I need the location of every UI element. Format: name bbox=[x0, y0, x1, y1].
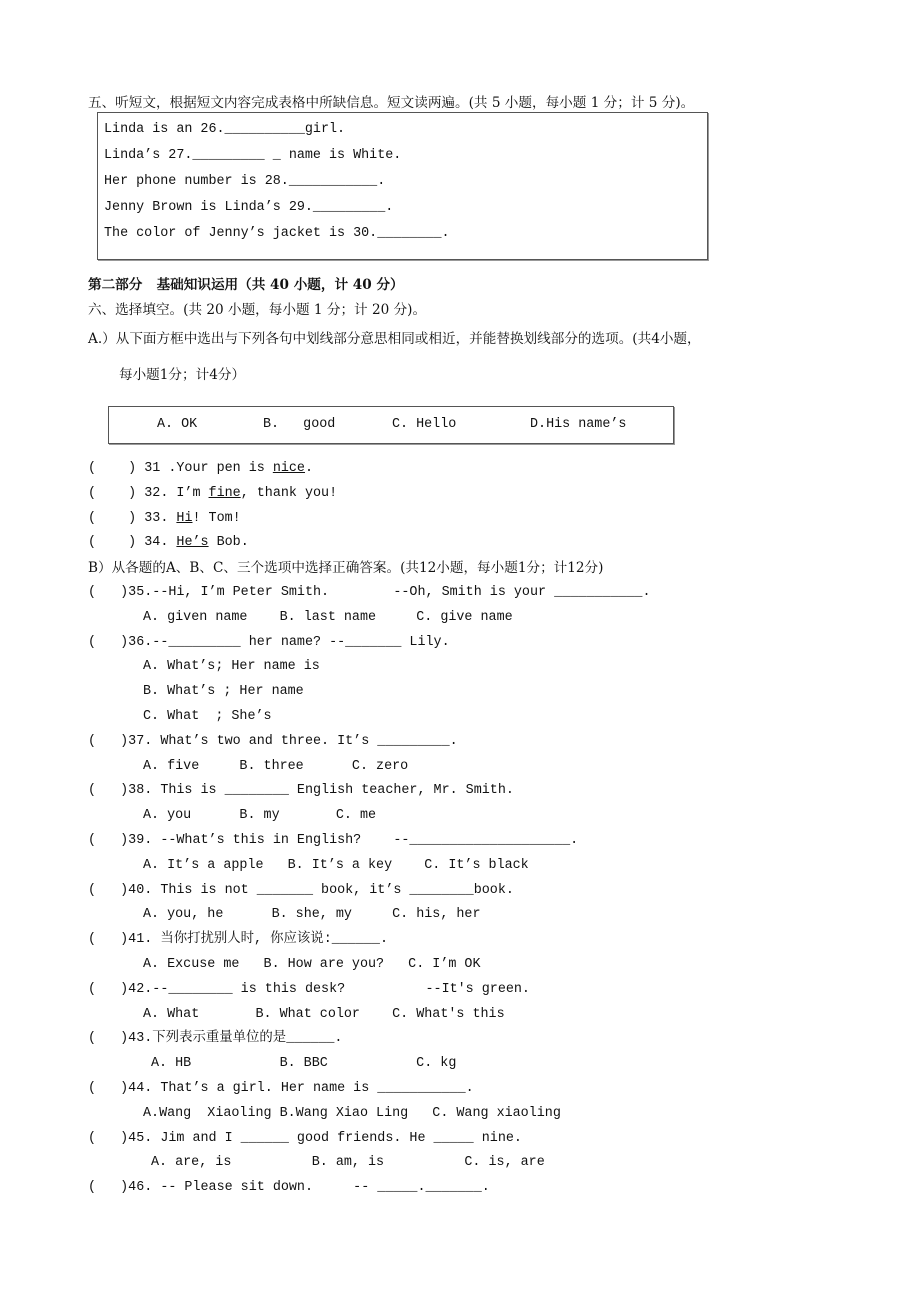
answer-options-line: A. What B. What color C. What's this bbox=[143, 1006, 505, 1022]
listening-item-29: Jenny Brown is Linda’s 29._________. bbox=[104, 200, 394, 215]
answer-options-line: A.Wang Xiaoling B.Wang Xiao Ling C. Wang xiaoling bbox=[143, 1105, 561, 1121]
answer-options-line: A. you, he B. she, my C. his, her bbox=[143, 907, 481, 923]
question-34 bbox=[88, 531, 651, 556]
answer-options-line: A. given name B. last name C. give name bbox=[143, 609, 513, 625]
answer-paren[interactable]: ( ) bbox=[88, 535, 137, 551]
section-6-heading: 六、选择填空。(共 20 小题，每小题 1 分；计 20 分)。 bbox=[88, 302, 427, 318]
option-d: D.His name’s bbox=[530, 417, 627, 432]
underlined-word: fine bbox=[208, 485, 241, 501]
listening-item-27: Linda’s 27._________ _ name is White. bbox=[104, 148, 402, 163]
answer-paren[interactable]: ( ) bbox=[88, 485, 137, 501]
listening-item-26: Linda is an 26.__________girl. bbox=[104, 122, 346, 137]
section-5-heading: 五、听短文，根据短文内容完成表格中所缺信息。短文读两遍。(共 5 小题，每小题 1 分；计 5 分)。 bbox=[88, 95, 695, 111]
question-line: ( )42.--________ is this desk? --It's green. bbox=[88, 981, 530, 997]
question-text: 33. bbox=[136, 510, 177, 526]
question-32 bbox=[88, 482, 651, 507]
question-line: ( )41. 当你打扰别人时, 你应该说:______. bbox=[88, 932, 388, 948]
answer-options-line: A. five B. three C. zero bbox=[143, 758, 409, 774]
question-line: ( )43.下列表示重量单位的是______. bbox=[88, 1031, 343, 1047]
answer-options-line: A. you B. my C. me bbox=[143, 808, 377, 824]
answer-paren[interactable]: ( ) bbox=[88, 461, 137, 476]
question-text: 34. bbox=[136, 535, 177, 551]
question-text: Bob. bbox=[208, 535, 249, 551]
options-box bbox=[108, 406, 674, 444]
question-line: ( )46. -- Please sit down. -- _____._______. bbox=[88, 1180, 490, 1196]
question-line: ( )37. What’s two and three. It’s _________. bbox=[88, 733, 458, 749]
option-c: C. Hello bbox=[392, 417, 457, 432]
answer-options-line: A. It’s a apple B. It’s a key C. It’s black bbox=[143, 857, 529, 873]
answer-options-line: A. What’s; Her name is bbox=[143, 659, 320, 675]
underlined-word: nice bbox=[272, 461, 305, 476]
part-2-heading: 第二部分 基础知识运用（共 40 小题，计 40 分） bbox=[88, 277, 404, 293]
question-text: . bbox=[304, 461, 314, 476]
question-line: ( )38. This is ________ English teacher, Mr. Smith. bbox=[88, 783, 514, 799]
question-line: ( )35.--Hi, I’m Peter Smith. --Oh, Smith is your ___________. bbox=[88, 584, 651, 600]
question-line: ( )39. --What’s this in English? --____________________. bbox=[88, 832, 579, 848]
questions bbox=[88, 457, 651, 1201]
question-31 bbox=[88, 457, 651, 482]
listening-item-30: The color of Jenny’s jacket is 30.________. bbox=[104, 226, 450, 241]
question-line: ( )36.--_________ her name? --_______ Lily. bbox=[88, 634, 450, 650]
question-text: ! Tom! bbox=[192, 510, 241, 526]
question-33 bbox=[88, 507, 651, 532]
question-line: ( )44. That’s a girl. Her name is ___________. bbox=[88, 1080, 474, 1096]
underlined-word: Hi bbox=[176, 510, 193, 526]
question-text: , thank you! bbox=[240, 485, 338, 501]
answer-paren[interactable]: ( ) bbox=[88, 510, 137, 526]
option-a: A. OK bbox=[157, 417, 198, 432]
option-b: B. good bbox=[263, 417, 336, 432]
question-text: 32. I’m bbox=[136, 485, 209, 501]
question-text: 31 .Your pen is bbox=[136, 461, 273, 476]
part-b-instructions: B）从各题的A、B、C、三个选项中选择正确答案。(共12小题，每小题1分；计12分) bbox=[88, 560, 604, 577]
question-line: ( )45. Jim and I ______ good friends. He _____ nine. bbox=[88, 1130, 522, 1146]
answer-options-line: C. What ; She’s bbox=[143, 708, 272, 724]
listening-table bbox=[97, 112, 708, 260]
answer-options-line: A. HB B. BBC C. kg bbox=[151, 1056, 457, 1072]
answer-options-line: B. What’s ; Her name bbox=[143, 684, 304, 700]
underlined-word: He’s bbox=[176, 535, 209, 551]
listening-item-28: Her phone number is 28.___________. bbox=[104, 174, 386, 189]
answer-options-line: A. Excuse me B. How are you? C. I’m OK bbox=[143, 956, 481, 972]
answer-options-line: A. are, is B. am, is C. is, are bbox=[151, 1155, 545, 1171]
part-a-instructions-cont: 每小题1分；计4分） bbox=[119, 367, 246, 383]
part-a-instructions: A.）从下面方框中选出与下列各句中划线部分意思相同或相近，并能替换划线部分的选项。(共4小题， bbox=[88, 331, 701, 347]
question-line: ( )40. This is not _______ book, it’s ________book. bbox=[88, 882, 514, 898]
